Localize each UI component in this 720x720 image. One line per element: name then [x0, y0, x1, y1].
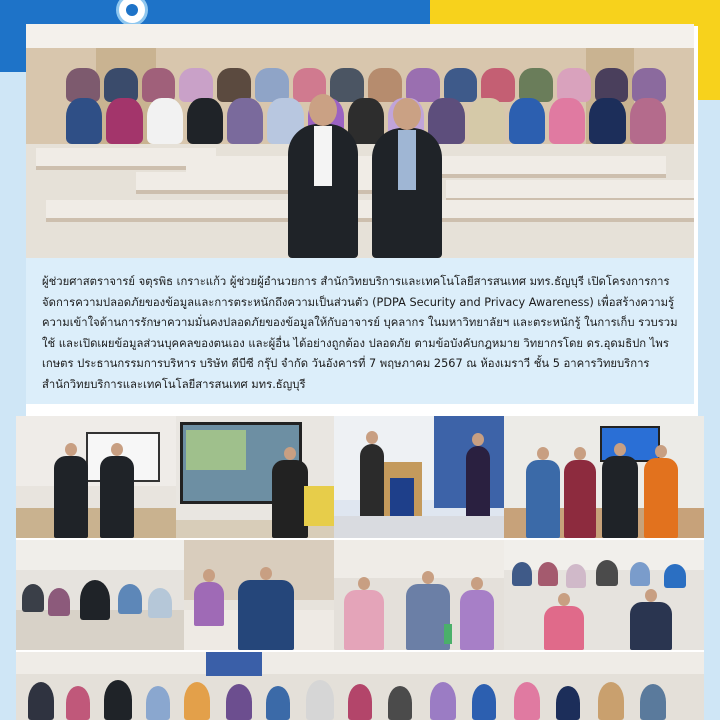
photo-grid [16, 416, 704, 720]
hero-crowd-front [66, 98, 666, 144]
hero-ceiling [26, 24, 694, 48]
photo-speakers-stage [16, 416, 176, 538]
hero-presenter-left [288, 124, 358, 258]
photo-lectern [334, 416, 504, 538]
frame-yellow-accent [698, 0, 720, 100]
photo-organizers [504, 416, 704, 538]
frame-blue-accent [0, 0, 26, 72]
hero-desk [46, 200, 694, 222]
photo-audience-3 [504, 540, 704, 650]
header-yellow-bar [430, 0, 720, 26]
caption-text: ผู้ช่วยศาสตราจารย์ จตุรพิธ เกราะแก้ว ผู้ช่วยผู้อำนวยการ สำนักวิทยบริการและเทคโนโลยีสารสนเทศ มทร.ธัญบุรี เปิดโครงการการจัดการความปลอดภัยของข้อมูลและการตระหนักถึงความเป็นส่วนตัว (PDPA Security and Privacy Awareness) เพื่อสร้างความรู้ความเข้าใจด้านการรักษาความมั่นคงปลอดภัยของข้อมูลให้กับอาจารย์ บุคลากร ในมหาวิทยาลัยฯ และตระหนักรู้ ในการเก็บ รวบรวม ใช้ และเปิดเผยข้อมูลส่วนบุคคลของตนเอง และผู้อื่น ได้อย่างถูกต้อง ปลอดภัย ตามข้อบังคับกฎหมาย วิทยากรโดย ดร.อุดมธิปก ไพรเกษตร ประธานกรรมการบริหาร บริษัท ดีบีซี กรุ๊ป จำกัด วันอังคารที่ 7 พฤษภาคม 2567 ณ ห้องเมราวี ชั้น 5 อาคารวิทยบริการ สำนักวิทยบริการและเทคโนโลยีสารสนเทศ มทร.ธัญบุรี [42, 275, 678, 391]
hero-group-photo [26, 24, 694, 258]
photo-audience-2 [334, 540, 504, 650]
hero-crowd-back [66, 68, 666, 102]
photo-speaker-podium [176, 416, 334, 538]
header-blue-bar [0, 0, 430, 26]
hero-presenter-right [372, 128, 442, 258]
photo-audience-1 [16, 540, 184, 650]
photo-participant-suit [184, 540, 334, 650]
caption-box [26, 258, 694, 404]
photo-audience-wide [16, 652, 704, 720]
hero-desk [446, 180, 694, 202]
